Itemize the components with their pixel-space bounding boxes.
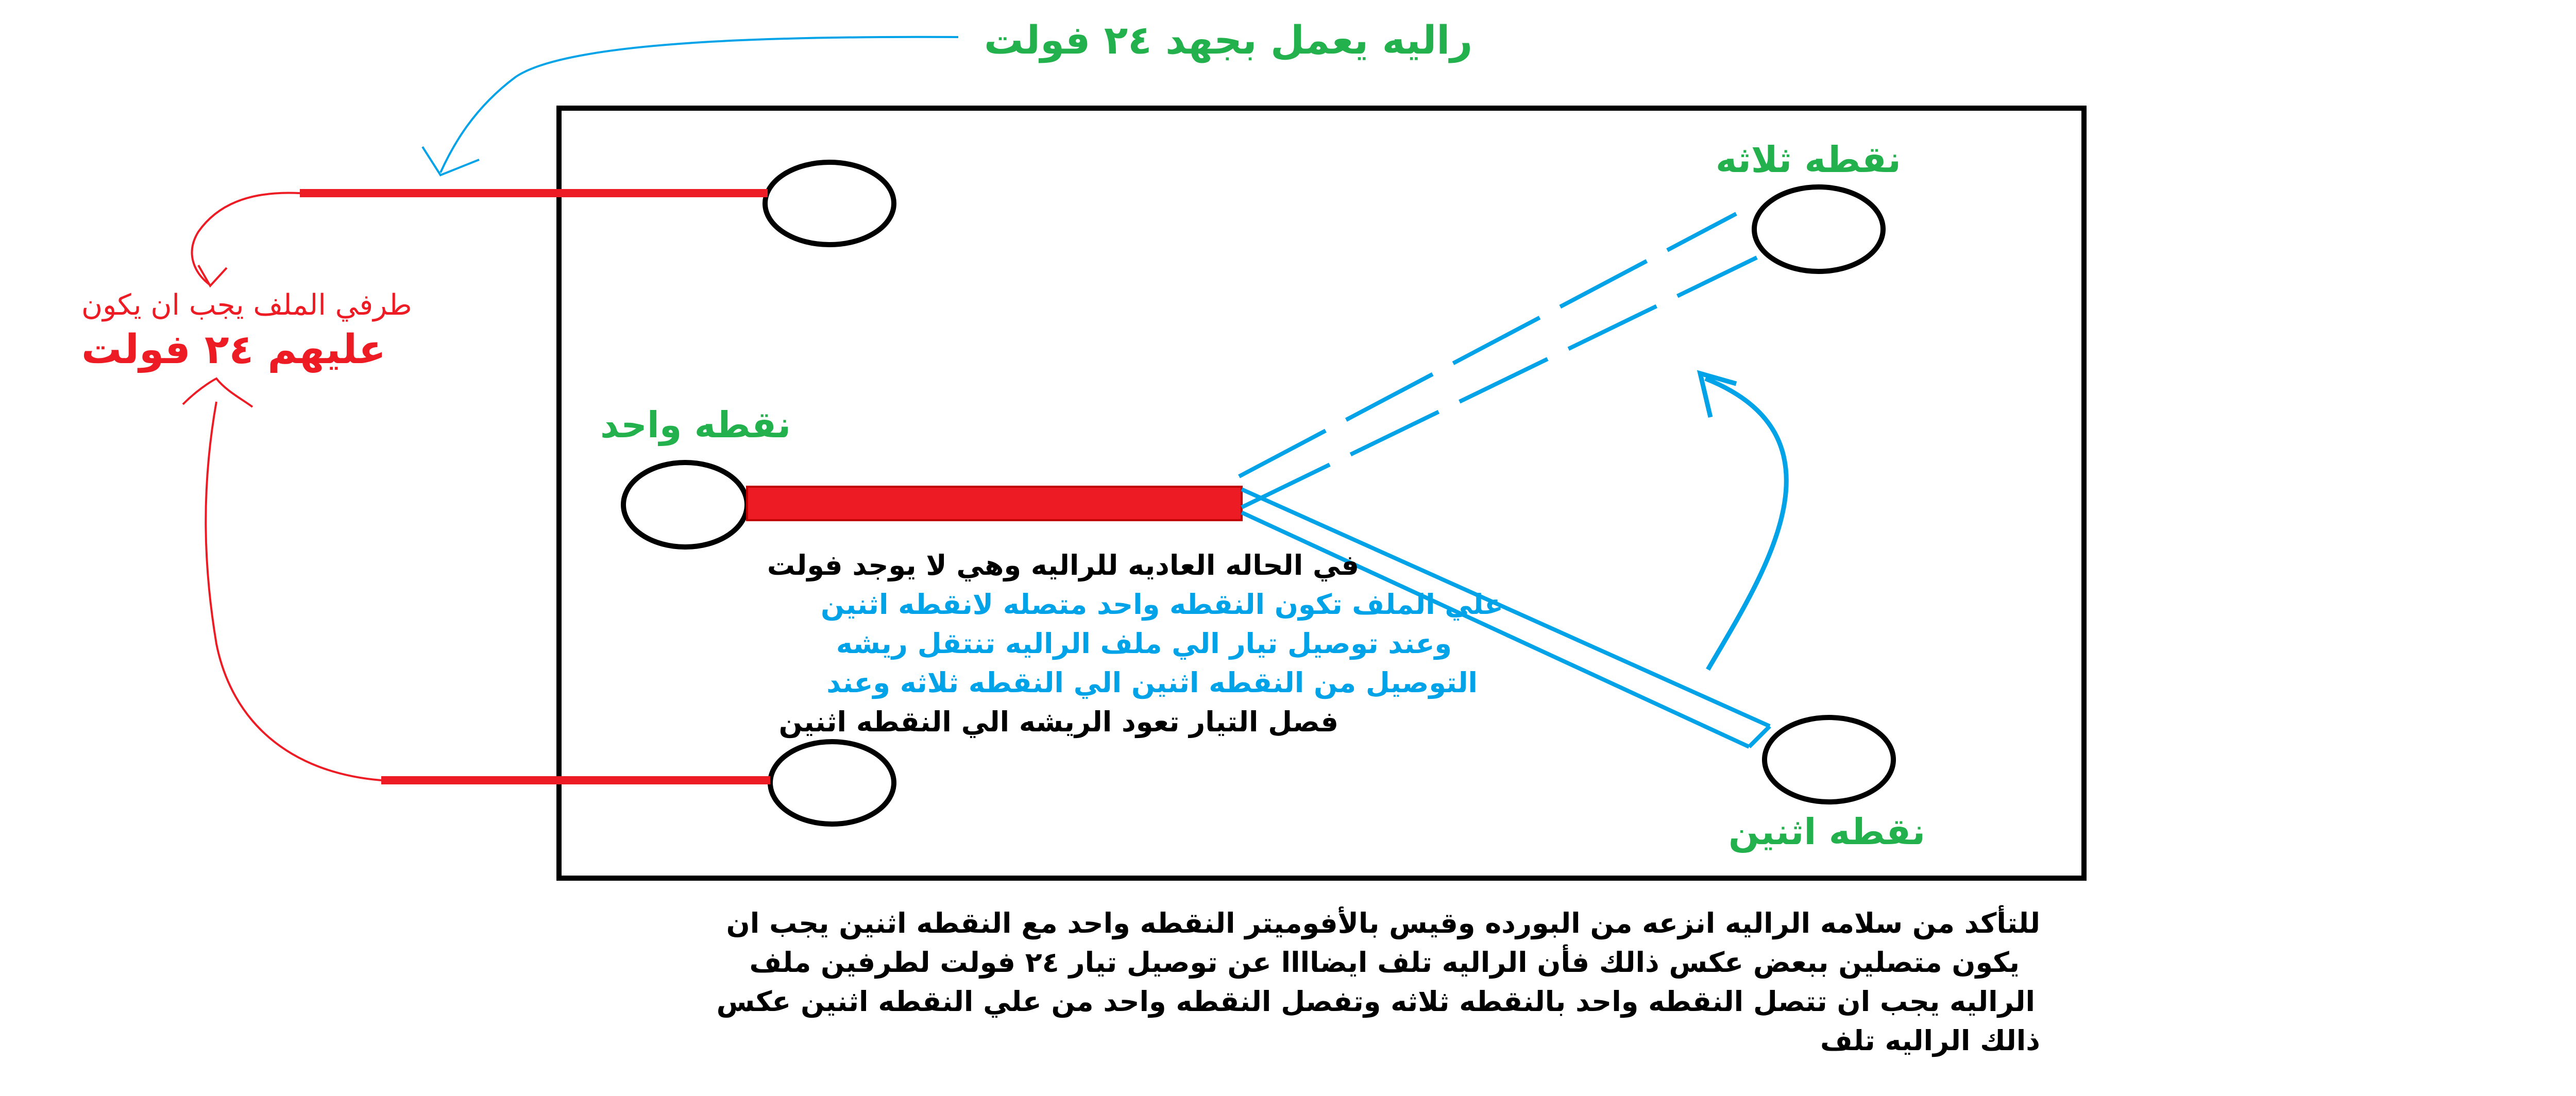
point-three-circle [1754,187,1883,271]
point-three-label: نقطه ثلاثه [1716,139,1901,181]
point-one-circle [623,463,747,547]
explanation-line-1: في الحاله العاديه للراليه وهي لا يوجد فولت [767,549,1359,581]
explanation-line-3: وعند توصيل تيار الي ملف الراليه تنتقل ريشه [836,627,1452,660]
relay-voltage-label: راليه يعمل بجهد ٢٤ فولت [984,17,1473,63]
armature-dashed-to-point-three [1239,214,1757,507]
coil-wire-curve-bottom [206,402,381,780]
coil-wire-arrow-bottom [183,379,252,407]
testing-note-line-2: يكون متصلين ببعض عكس ذالك فأن الراليه تلف ايضاااا عن توصيل تيار ٢٤ فولت لطرفين ملف [749,946,2020,979]
contact-bar-point-one [747,487,1242,520]
testing-note-line-4: ذالك الراليه تلف [1820,1024,2040,1057]
explanation-line-5: فصل التيار تعود الريشه الي النقطه اثنين [778,706,1338,738]
coil-wire-arrow-top [198,265,227,286]
coil-wire-curve-top [192,193,300,286]
point-two-label: نقطه اثنين [1728,811,1926,853]
testing-note [717,904,2040,1060]
testing-note-line-1: للتأكد من سلامه الراليه انزعه من البورده وقيس بالأفوميتر النقطه واحد مع النقطه اثنين يجب ان [726,907,2040,939]
coil-terminal-top [765,162,894,245]
explanation-paragraph [767,546,1503,742]
testing-note-line-3: الراليه يجب ان تتصل النقطه واحد بالنقطه ثلاثه وتفصل النقطه واحد من علي النقطه اثنين عكس [716,985,2035,1018]
pointer-arrow-voltage [440,37,958,173]
explanation-line-2: علي الملف تكون النقطه واحد متصله لانقطه اثنين [820,588,1503,621]
point-one-label: نقطه واحد [600,404,791,446]
explanation-line-4: التوصيل من النقطه اثنين الي النقطه ثلاثه وعند [826,666,1478,699]
coil-voltage-label-line1: طرفي الملف يجب ان يكون [81,288,412,322]
switching-arrow [1705,379,1786,670]
coil-terminal-bottom [770,742,894,824]
coil-voltage-label-line2: عليهم ٢٤ فولت [81,327,386,373]
point-two-circle [1765,717,1893,802]
